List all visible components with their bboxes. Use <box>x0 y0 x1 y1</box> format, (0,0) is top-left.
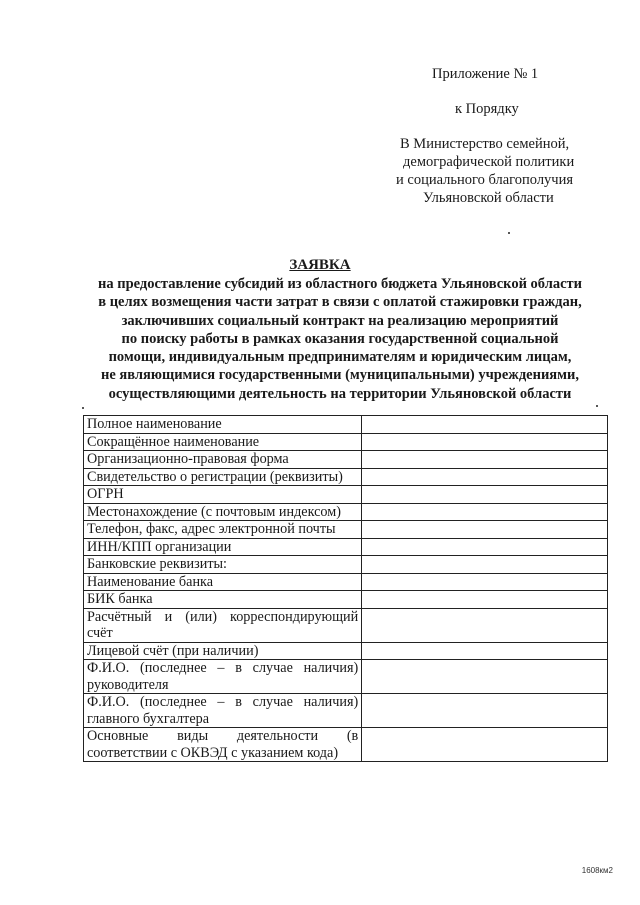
addressee-line-4: Ульяновской области <box>423 190 554 206</box>
table-row <box>84 591 608 609</box>
table-row <box>84 416 608 434</box>
table-row <box>84 451 608 469</box>
table-row <box>84 521 608 539</box>
row-value-field[interactable] <box>362 416 608 434</box>
scan-speck <box>596 405 598 407</box>
row-label: Ф.И.О. (последнее – в случае наличия) главного бухгалтера <box>84 694 362 728</box>
row-label: Полное наименование <box>84 416 362 434</box>
table-row <box>84 660 608 694</box>
row-label: Организационно-правовая форма <box>84 451 362 469</box>
row-label: Местонахождение (с почтовым индексом) <box>84 503 362 521</box>
subtitle-line: помощи, индивидуальным предпринимателям и юридическим лицам, <box>108 349 572 366</box>
table-row <box>84 538 608 556</box>
addressee-line-3: и социального благополучия <box>396 172 574 188</box>
row-value-field[interactable] <box>362 468 608 486</box>
subtitle-line: на предоставление субсидий из областного бюджета Ульяновской области <box>98 276 582 292</box>
row-label: Телефон, факс, адрес электронной почты <box>84 521 362 539</box>
row-label: Сокращённое наименование <box>84 433 362 451</box>
document-title: ЗАЯВКА <box>289 257 351 273</box>
row-label: Лицевой счёт (при наличии) <box>84 642 362 660</box>
row-value-field[interactable] <box>362 486 608 504</box>
row-label: ИНН/КПП организации <box>84 538 362 556</box>
row-label: БИК банка <box>84 591 362 609</box>
addressee-line-2: демографической политики <box>403 154 575 170</box>
appendix-number: Приложение № 1 <box>432 66 539 82</box>
row-value-field[interactable] <box>362 521 608 539</box>
table-row <box>84 642 608 660</box>
row-label: Основные виды деятельности (в соответствии с ОКВЭД с указанием кода) <box>84 728 362 762</box>
to-order-label: к Порядку <box>455 101 519 117</box>
row-label: ОГРН <box>84 486 362 504</box>
row-value-field[interactable] <box>362 591 608 609</box>
footer-code: 1608км2 <box>581 866 613 875</box>
application-form-table <box>83 415 608 762</box>
table-row <box>84 694 608 728</box>
row-value-field[interactable] <box>362 573 608 591</box>
table-row <box>84 728 608 762</box>
row-label: Ф.И.О. (последнее – в случае наличия) руководителя <box>84 660 362 694</box>
table-row <box>84 503 608 521</box>
row-value-field[interactable] <box>362 728 608 762</box>
table-row <box>84 608 608 642</box>
subtitle-line: не являющимися государственными (муниципальными) учреждениями, <box>101 367 579 384</box>
row-label: Расчётный и (или) корреспондирующий счёт <box>84 608 362 642</box>
table-row <box>84 433 608 451</box>
row-value-field[interactable] <box>362 642 608 660</box>
subtitle-line: осуществляющими деятельность на территории Ульяновской области <box>108 385 572 402</box>
table-row <box>84 573 608 591</box>
addressee-line-1: В Министерство семейной, <box>400 136 570 152</box>
table-row <box>84 468 608 486</box>
row-value-field[interactable] <box>362 556 608 574</box>
row-label: Свидетельство о регистрации (реквизиты) <box>84 468 362 486</box>
row-value-field[interactable] <box>362 433 608 451</box>
row-value-field[interactable] <box>362 538 608 556</box>
row-value-field[interactable] <box>362 608 608 642</box>
row-label: Банковские реквизиты: <box>84 556 362 574</box>
table-row <box>84 486 608 504</box>
subtitle-line: по поиску работы в рамках оказания государственной социальной <box>121 330 559 347</box>
row-value-field[interactable] <box>362 503 608 521</box>
scan-speck <box>508 232 510 234</box>
row-label: Наименование банка <box>84 573 362 591</box>
row-value-field[interactable] <box>362 451 608 469</box>
table-row <box>84 556 608 574</box>
subtitle-line: заключивших социальный контракт на реализацию мероприятий <box>121 312 559 329</box>
scan-speck <box>82 407 84 409</box>
row-value-field[interactable] <box>362 694 608 728</box>
subtitle-line: в целях возмещения части затрат в связи с оплатой стажировки граждан, <box>98 294 582 311</box>
row-value-field[interactable] <box>362 660 608 694</box>
document-subtitle <box>60 275 620 403</box>
